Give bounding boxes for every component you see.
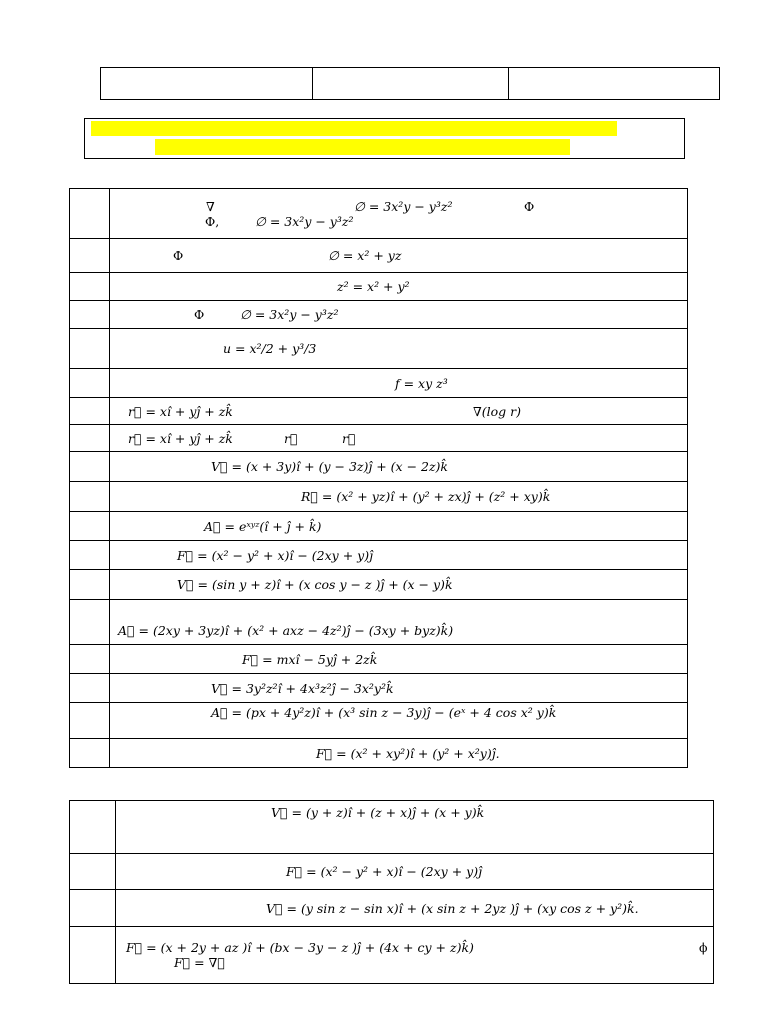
- question-cell: [110, 674, 688, 703]
- question-cell: [110, 369, 688, 398]
- row-number-cell: [70, 801, 116, 854]
- table-row: [70, 398, 688, 425]
- question-cell: [116, 927, 714, 984]
- question-cell: [110, 301, 688, 329]
- row-number-cell: [70, 239, 110, 273]
- table-row: [70, 854, 714, 890]
- formula: V⃗ = (y + z)î + (z + x)ĵ + (x + y)k̂: [271, 805, 485, 820]
- formula: ∅ = 3x²y − y³z²: [255, 213, 354, 229]
- formula: u = x²/2 + y³/3: [223, 341, 317, 356]
- highlight-bar-1: [91, 121, 617, 136]
- table-row: [70, 801, 714, 854]
- formula: ∅ = 3x²y − y³z²: [354, 198, 453, 214]
- table-row: [70, 452, 688, 482]
- row-number-cell: [70, 890, 116, 927]
- row-number-cell: [70, 301, 110, 329]
- formula: V⃗ = (sin y + z)î + (x cos y − z )ĵ + (x − y)k̂: [177, 577, 453, 592]
- formula: A⃗ = (px + 4y²z)î + (x³ sin z − 3y)ĵ − (eˣ + 4 cos x² y)k̂: [211, 705, 557, 720]
- question-cell: [110, 398, 688, 425]
- table-row: [70, 189, 688, 239]
- question-cell: [110, 482, 688, 512]
- formula: F⃗ = (x² − y² + x)î − (2xy + y)ĵ: [286, 864, 482, 879]
- row-number-cell: [70, 927, 116, 984]
- row-number-cell: [70, 600, 110, 645]
- formula: ∇(log r): [473, 403, 521, 419]
- question-cell: [110, 645, 688, 674]
- formula: r⃗ = xî + yĵ + zk̂: [128, 403, 233, 419]
- formula: f = xy z³: [395, 375, 448, 391]
- table-row: [70, 512, 688, 541]
- formula: R⃗ = (x² + yz)î + (y² + zx)ĵ + (z² + xy)k̂: [301, 489, 551, 504]
- table-row: [70, 239, 688, 273]
- table-row: [70, 425, 688, 452]
- formula: A⃗ = eˣʸᶻ(î + ĵ + k̂): [204, 518, 322, 534]
- question-cell: [110, 570, 688, 600]
- phi-symbol: Φ: [524, 198, 535, 214]
- nabla-symbol: ∇: [206, 198, 215, 214]
- formula: F⃗ = (x² + xy²)î + (y² + x²y)ĵ.: [316, 745, 500, 761]
- row-number-cell: [70, 645, 110, 674]
- table-row: [70, 369, 688, 398]
- table-row: [70, 329, 688, 369]
- formula: V⃗ = (x + 3y)î + (y − 3z)ĵ + (x − 2z)k̂: [211, 459, 449, 474]
- question-cell: [110, 189, 688, 239]
- question-cell: [110, 703, 688, 739]
- formula: V⃗ = (y sin z − sin x)î + (x sin z + 2yz )ĵ + (xy cos z + y²)k̂.: [266, 900, 639, 916]
- phi-symbol: Φ,: [205, 213, 220, 229]
- table-row: [70, 482, 688, 512]
- question-cell: [110, 739, 688, 768]
- row-number-cell: [70, 739, 110, 768]
- table-row: [70, 570, 688, 600]
- header-cell-3: [509, 68, 719, 99]
- row-number-cell: [70, 674, 110, 703]
- phi-symbol: Φ: [173, 248, 184, 263]
- formula: F⃗ = mxî − 5yĵ + 2zk̂: [242, 651, 378, 667]
- question-cell: [116, 890, 714, 927]
- table-row: [70, 739, 688, 768]
- row-number-cell: [70, 452, 110, 482]
- formula: r⃗: [284, 430, 298, 446]
- table-row: [70, 273, 688, 301]
- header-cell-1: [101, 68, 313, 99]
- question-cell: [110, 273, 688, 301]
- highlight-banner: [84, 118, 685, 159]
- highlight-bar-2: [155, 139, 570, 155]
- table-row: [70, 703, 688, 739]
- question-cell: [110, 452, 688, 482]
- row-number-cell: [70, 329, 110, 369]
- table-row: [70, 541, 688, 570]
- table-row: [70, 890, 714, 927]
- table-row: [70, 645, 688, 674]
- question-cell: [110, 512, 688, 541]
- table-row: [70, 927, 714, 984]
- row-number-cell: [70, 398, 110, 425]
- row-number-cell: [70, 369, 110, 398]
- formula: V⃗ = 3y²z²î + 4x³z²ĵ − 3x²y²k̂: [211, 680, 394, 696]
- row-number-cell: [70, 482, 110, 512]
- question-cell: [110, 329, 688, 369]
- formula: F⃗ = (x + 2y + az )î + (bx − 3y − z )ĵ + (4x + cy + z)k̂): [126, 940, 474, 955]
- header-cell-2: [313, 68, 508, 99]
- question-cell: [110, 425, 688, 452]
- row-number-cell: [70, 703, 110, 739]
- row-number-cell: [70, 541, 110, 570]
- table-row: [70, 674, 688, 703]
- formula: r⃗ = xî + yĵ + zk̂: [128, 430, 233, 446]
- formula: z² = x² + y²: [337, 279, 410, 294]
- formula: F⃗ = ∇∅: [174, 955, 225, 970]
- question-cell: [110, 239, 688, 273]
- row-number-cell: [70, 512, 110, 541]
- formula: ∅ = 3x²y − y³z²: [240, 307, 339, 322]
- table-row: [70, 600, 688, 645]
- question-cell: [116, 801, 714, 854]
- phi-symbol: Φ: [194, 307, 205, 322]
- formula: A⃗ = (2xy + 3yz)î + (x² + axz − 4z²)ĵ − (3xy + byz)k̂): [118, 623, 454, 638]
- formula: r⃗: [342, 430, 356, 446]
- questions-table-1: [69, 188, 688, 768]
- table-row: [70, 301, 688, 329]
- row-number-cell: [70, 425, 110, 452]
- formula: ∅ = x² + yz: [328, 248, 402, 263]
- row-number-cell: [70, 570, 110, 600]
- phi-symbol: ϕ: [699, 940, 708, 955]
- formula: F⃗ = (x² − y² + x)î − (2xy + y)ĵ: [177, 547, 373, 563]
- row-number-cell: [70, 854, 116, 890]
- question-cell: [110, 600, 688, 645]
- question-cell: [116, 854, 714, 890]
- row-number-cell: [70, 273, 110, 301]
- row-number-cell: [70, 189, 110, 239]
- questions-table-2: [69, 800, 714, 984]
- question-cell: [110, 541, 688, 570]
- header-table: [100, 67, 720, 100]
